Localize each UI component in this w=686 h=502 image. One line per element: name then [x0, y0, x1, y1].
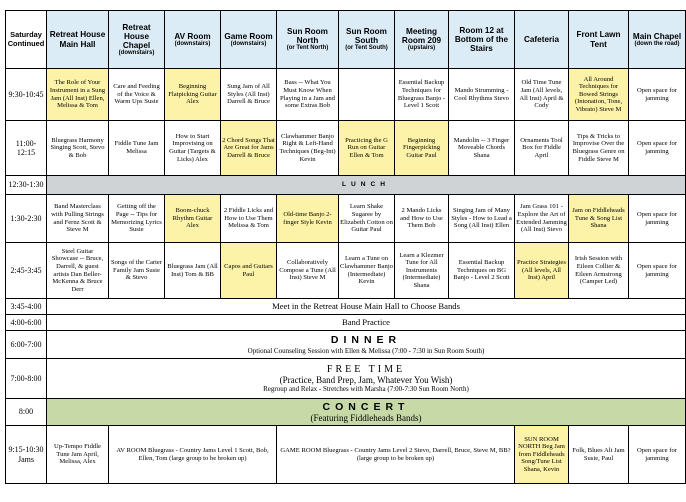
- session-cell: Mandolin -- 3 Finger Moveable Chords Shana: [449, 121, 515, 176]
- dinner-row: [6, 331, 686, 359]
- session-cell: Practicing the G Run on Guitar Ellen & Tom: [339, 121, 395, 176]
- session-cell: Learn a Klezmer Tune for All Instruments (Intermediate) Shana: [395, 243, 449, 299]
- dinner-note: Optional Counseling Session with Ellen & Melissa (7:00 - 7:30 in Sun Room South): [247, 346, 485, 355]
- time-cell: 7:00-8:00: [6, 359, 47, 399]
- room-header: Game Room (downstairs): [221, 11, 277, 69]
- session-cell: Open space for jamming: [629, 243, 686, 299]
- time-cell: 9:15-10:30 Jams: [6, 426, 47, 484]
- session-cell: Jam on Fiddleheads Tune & Song List Shana: [569, 195, 629, 243]
- session-cell: Band Masterclass with Pulling Strings and Fernz Scott & Steve M: [47, 195, 109, 243]
- session-cell: How to Start Improvising on Guitar (Targets & Licks) Alex: [165, 121, 221, 176]
- time-cell: 4:00-6:00: [6, 315, 47, 331]
- jam-cell: AV ROOM Bluegrass - Country Jams Level 1 Scott, Bob, Ellen, Tom (large group to be broken up): [109, 426, 277, 484]
- session-cell: Irish Session with Eileen Collier & Eileen Armstrong (Camper Led): [569, 243, 629, 299]
- concert-title: CONCERT: [322, 400, 410, 413]
- session-cell: Essential Backup Techniques on BG Banjo - Level 2 Scott: [449, 243, 515, 299]
- session-cell: Practice Strategies (All levels, All Inst) April: [515, 243, 569, 299]
- session-cell: Beginning Fingerpicking Guitar Paul: [395, 121, 449, 176]
- session-cell: Getting off the Page -- Tips for Memorizing Lyrics Susie: [109, 195, 165, 243]
- session-cell: Sung Jam of All Styles (All Inst) Darrell & Bruce: [221, 69, 277, 121]
- concert-row: [6, 399, 686, 426]
- session-cell: Beginning Flatpicking Guitar Alex: [165, 69, 221, 121]
- jam-cell: Up-Tempo Fiddle Tune Jam April, Melissa, Alex: [47, 426, 109, 484]
- lunch-banner: LUNCH: [47, 176, 686, 195]
- room-header: Retreat House Main Hall: [47, 11, 109, 69]
- room-header: Sun Room North (or Tent North): [277, 11, 339, 69]
- time-cell: 8:00: [6, 399, 47, 426]
- session-cell: Open space for jamming: [629, 195, 686, 243]
- session-cell: 2 Chord Songs That Are Great for Jams Darrell & Bruce: [221, 121, 277, 176]
- jam-cell: GAME ROOM Bluegrass - Country Jams Level 2 Stevo, Darrell, Bruce, Steve M, BB? (large group to be broken up): [277, 426, 515, 484]
- session-cell: Boom-chuck Rhythm Guitar Alex: [165, 195, 221, 243]
- jam-cell: Folk, Blues Alt Jam Susie, Paul: [569, 426, 629, 484]
- header-row: [6, 11, 686, 69]
- session-cell: Mando Strumming - Cool Rhythms Stevo: [449, 69, 515, 121]
- room-header: Retreat House Chapel (downstairs): [109, 11, 165, 69]
- session-cell: 2 Fiddle Licks and How to Use Them Melissa & Tom: [221, 195, 277, 243]
- dinner-banner: [47, 331, 686, 359]
- free-time-subtitle: (Practice, Band Prep, Jam, Whatever You Wish): [279, 375, 453, 386]
- time-cell: 11:00-12:15: [6, 121, 47, 176]
- session-cell: Capos and Guitars Paul: [221, 243, 277, 299]
- session-cell: Singing Jam of Many Styles - How to Lead a Song (All Inst) Ellen: [449, 195, 515, 243]
- wide-row: [6, 315, 686, 331]
- room-header: Cafeteria: [515, 11, 569, 69]
- session-cell: Open space for jamming: [629, 121, 686, 176]
- room-header: Room 12 at Bottom of the Stairs: [449, 11, 515, 69]
- session-cell: Tips & Tricks to Improvise Over the Bluegrass Genre on Fiddle Steve M: [569, 121, 629, 176]
- session-row: [6, 195, 686, 243]
- session-cell: Old Time Tune Jam (All levels, All Inst) April & Cody: [515, 69, 569, 121]
- room-header: Front Lawn Tent: [569, 11, 629, 69]
- session-cell: Bass -- What You Must Know When Playing in a Jam and some Extras Bob: [277, 69, 339, 121]
- session-cell: The Role of Your Instrument in a Sung Jam (All Inst) Ellen, Melissa & Tom: [47, 69, 109, 121]
- jam-cell: Open space for jamming: [629, 426, 686, 484]
- choose-bands-banner: Meet in the Retreat House Main Hall to Choose Bands: [47, 299, 686, 315]
- band-practice-banner: Band Practice: [47, 315, 686, 331]
- session-cell: Open space for jamming: [629, 69, 686, 121]
- session-cell: 2 Mando Licks and How to Use Them Bob: [395, 195, 449, 243]
- time-cell: 12:30-1:30: [6, 176, 47, 195]
- free-time-title: FREE TIME: [326, 363, 406, 375]
- session-cell: Care and Feeding of the Voice & Warm Ups Susie: [109, 69, 165, 121]
- day-label: Saturday Continued: [6, 11, 47, 69]
- time-cell: 9:30-10:45: [6, 69, 47, 121]
- concert-subtitle: (Featuring Fiddleheads Bands): [310, 412, 422, 423]
- session-cell: Collaboratively Compose a Tune (All Inst) Steve M: [277, 243, 339, 299]
- schedule-table: [5, 10, 686, 484]
- session-cell: Bluegrass Jam (All Inst) Tom & BB: [165, 243, 221, 299]
- session-cell: Clawhammer Banjo Right & Left-Hand Techniques (Beg-Int) Kevin: [277, 121, 339, 176]
- free-time-banner: [47, 359, 686, 399]
- time-cell: 3:45-4:00: [6, 299, 47, 315]
- session-row: [6, 243, 686, 299]
- room-header: AV Room (downstairs): [165, 11, 221, 69]
- session-cell: Bluegrass Harmony Singing Scott, Stevo & Bob: [47, 121, 109, 176]
- jam-row: [6, 426, 686, 484]
- session-cell: [339, 69, 395, 121]
- session-cell: Learn a Tune on Clawhammer Banjo (Intermediate) Kevin: [339, 243, 395, 299]
- jam-cell: SUN ROOM NORTH Beg Jam from Fiddleheads Song/Tune List Shana, Kevin: [515, 426, 569, 484]
- time-cell: 6:00-7:00: [6, 331, 47, 359]
- room-header: Sun Room South (or Tent South): [339, 11, 395, 69]
- session-cell: Learn Shake Sugaree by Elizabeth Cotton on Guitar Paul: [339, 195, 395, 243]
- time-cell: 2:45-3:45: [6, 243, 47, 299]
- room-header: Main Chapel (down the road): [629, 11, 686, 69]
- session-cell: Steel Guitar Showcase -- Bruce, Darrell, & guest artists Dan Beller-McKenna & Bruce Derr: [47, 243, 109, 299]
- session-cell: Ornaments Tool Box for Fiddle April: [515, 121, 569, 176]
- session-cell: Essential Backup Techniques for Bluegrass Banjo - Level 1 Scott: [395, 69, 449, 121]
- wide-row: [6, 299, 686, 315]
- free-time-note: Regroup and Relax - Stretches with Marsha (7:00-7:30 Sun Room North): [263, 385, 469, 394]
- dinner-title: DINNER: [330, 334, 402, 347]
- session-cell: All Around Techniques for Bowed Strings (Intonation, Tone, Vibrato) Steve M: [569, 69, 629, 121]
- session-cell: Old-time Banjo 2-finger Style Kevin: [277, 195, 339, 243]
- free-time-row: [6, 359, 686, 399]
- session-row: [6, 69, 686, 121]
- room-header: Meeting Room 209 (upstairs): [395, 11, 449, 69]
- time-cell: 1:30-2:30: [6, 195, 47, 243]
- session-row: [6, 121, 686, 176]
- concert-banner: [47, 399, 686, 426]
- session-cell: Jam Grass 101 - Explore the Art of Extended Jamming (All Inst) Stevo: [515, 195, 569, 243]
- session-cell: Songs of the Carter Family Jam Susie & Stevo: [109, 243, 165, 299]
- lunch-row: [6, 176, 686, 195]
- session-cell: Fiddle Tune Jam Melissa: [109, 121, 165, 176]
